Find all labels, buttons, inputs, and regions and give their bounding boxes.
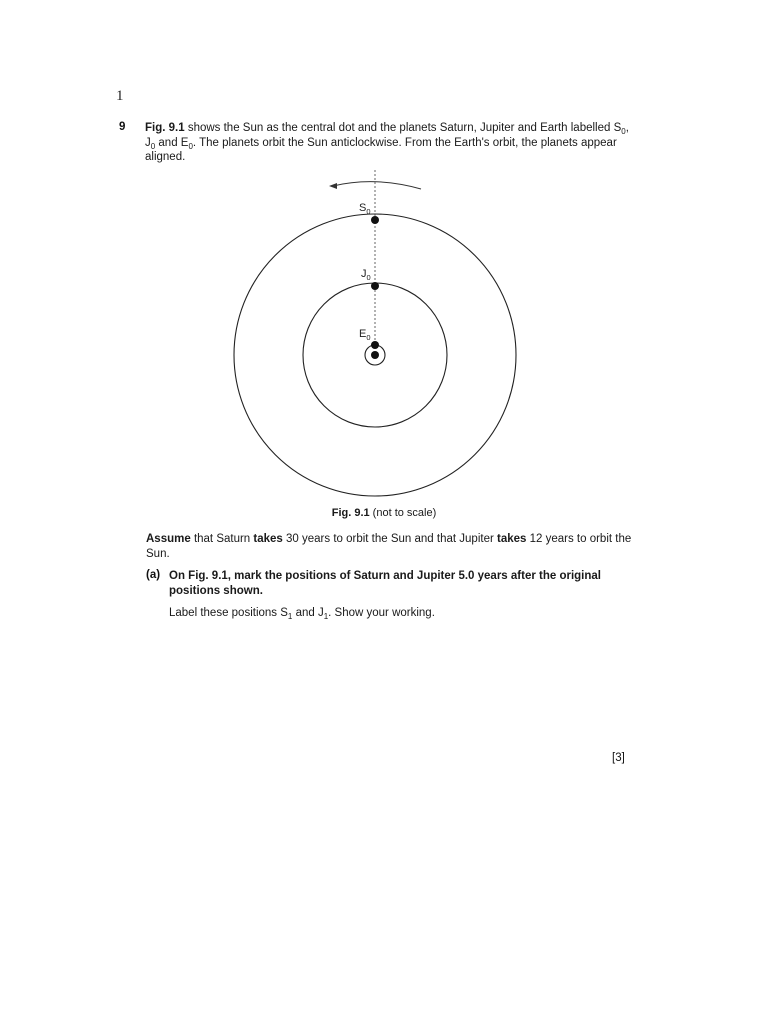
assumption-text bbox=[146, 532, 636, 561]
intro-text-1: shows the Sun as the central dot and the planets Saturn, Jupiter and Earth labelled S bbox=[184, 122, 622, 134]
intro-text-2: , bbox=[625, 122, 629, 134]
question-number: 9 bbox=[119, 121, 126, 133]
instruction-text: Label these positions S bbox=[169, 607, 288, 619]
direction-arc bbox=[333, 182, 421, 189]
assume-text: 12 years to orbit the Sun. bbox=[146, 533, 632, 560]
assume-word: Assume bbox=[146, 533, 191, 545]
orbit-figure bbox=[225, 170, 525, 510]
question-intro bbox=[145, 121, 641, 165]
intro-text-3: J bbox=[145, 136, 151, 149]
subscript: 0 bbox=[621, 127, 626, 136]
caption-rest: (not to scale) bbox=[369, 507, 437, 519]
page-number: 1 bbox=[116, 88, 124, 104]
part-a-label: (a) bbox=[146, 569, 161, 581]
part-a-question: On Fig. 9.1, mark the positions of Saturn and Jupiter 5.0 years after the original positions shown. bbox=[169, 570, 601, 597]
subscript: 1 bbox=[323, 612, 329, 621]
jupiter-label: $J_0$ bbox=[361, 268, 371, 282]
assume-text: that Saturn bbox=[190, 533, 254, 545]
caption-fig-ref: Fig. 9.1 bbox=[331, 507, 370, 519]
part-a-instruction bbox=[169, 606, 629, 621]
subscript: 0 bbox=[188, 141, 193, 151]
saturn-dot bbox=[371, 216, 379, 224]
saturn-label: $S_0$ bbox=[359, 202, 371, 216]
jupiter-dot bbox=[371, 282, 379, 290]
assume-word: takes bbox=[253, 533, 283, 545]
earth-label: $E_0$ bbox=[359, 328, 371, 342]
arrowhead-icon bbox=[329, 183, 337, 189]
marks-allocation: [3] bbox=[612, 752, 625, 764]
sun-dot bbox=[371, 351, 379, 359]
intro-text-5: . The planets orbit the Sun anticlockwise. From the Earth's orbit, the planets appear aligned. bbox=[145, 136, 617, 163]
subscript: 0 bbox=[150, 141, 156, 151]
instruction-text: . Show your working. bbox=[328, 607, 435, 619]
assume-word: takes bbox=[497, 533, 527, 545]
orbit-diagram bbox=[225, 170, 525, 510]
instruction-text: and J bbox=[292, 607, 324, 619]
earth-dot bbox=[371, 341, 379, 349]
fig-reference: Fig. 9.1 bbox=[145, 122, 185, 134]
subscript: 1 bbox=[287, 612, 293, 621]
assume-text: 30 years to orbit the Sun and that Jupiter bbox=[282, 533, 497, 545]
intro-text-4: and E bbox=[155, 136, 189, 149]
figure-caption bbox=[0, 507, 768, 519]
